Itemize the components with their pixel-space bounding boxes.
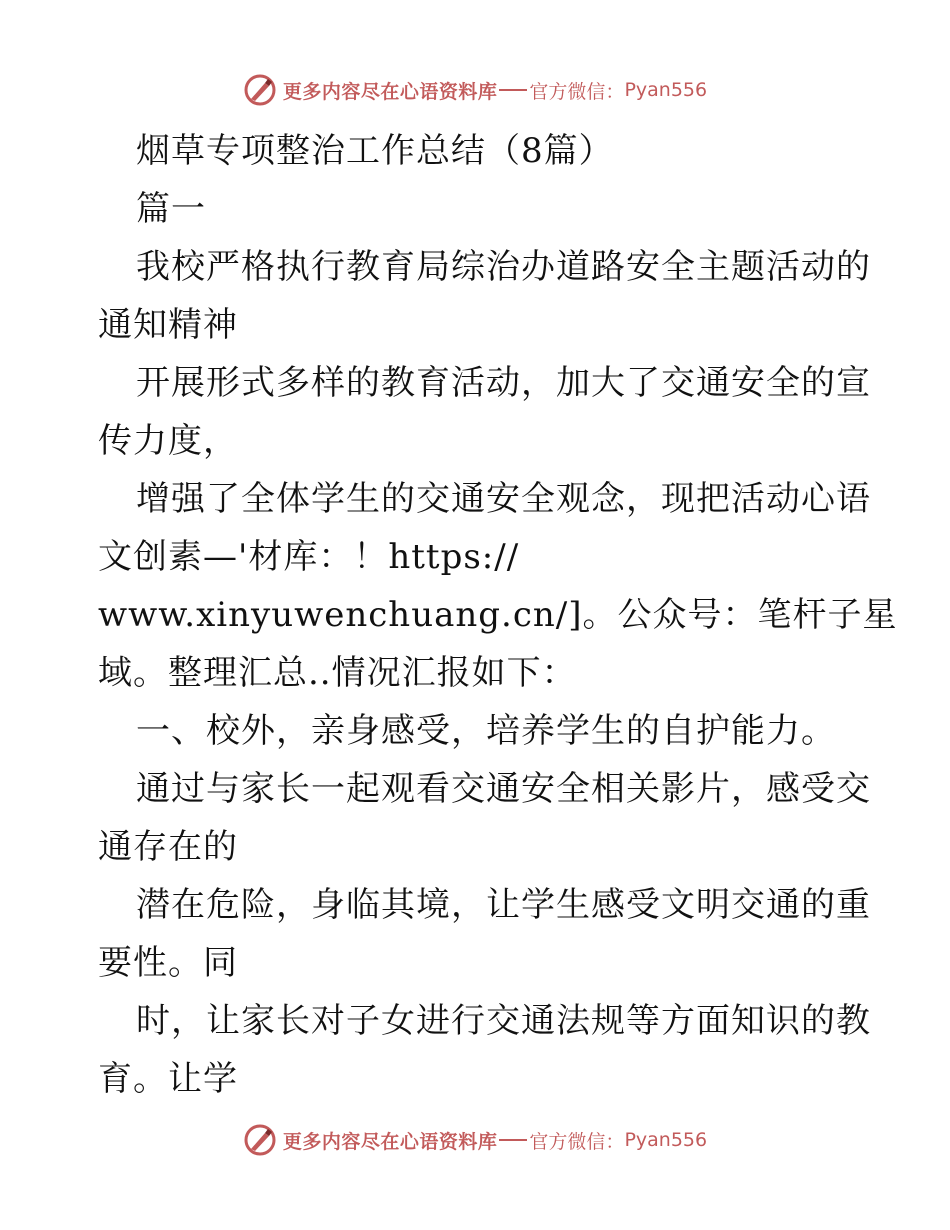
- paragraph-line: 我校严格执行教育局综治办道路安全主题活动的: [136, 247, 871, 287]
- banner-wechat-label: 官方微信：: [529, 1130, 625, 1153]
- banner-divider: [499, 89, 527, 91]
- paragraph-line: 潜在危险，身临其境，让学生感受文明交通的重: [136, 885, 871, 925]
- banner-divider: [499, 1139, 527, 1141]
- paragraph-line: 通知精神: [98, 305, 238, 345]
- footer-watermark-banner: [0, 1120, 950, 1160]
- banner-wechat-id: Pyan556: [624, 79, 708, 101]
- document-title: 烟草专项整治工作总结（8篇）: [136, 131, 614, 171]
- banner-wechat-id: Pyan556: [624, 1129, 708, 1151]
- section-heading: 篇一: [136, 189, 206, 229]
- paragraph-line: 开展形式多样的教育活动，加大了交通安全的宣: [136, 363, 871, 403]
- paragraph-line: 域。整理汇总..情况汇报如下：: [98, 653, 577, 693]
- paragraph-line: 时，让家长对子女进行交通法规等方面知识的教: [136, 1001, 871, 1041]
- paragraph-line: 一、校外，亲身感受，培养学生的自护能力。: [136, 711, 836, 751]
- banner-title: 更多内容尽在心语资料库: [282, 1130, 498, 1153]
- paragraph-line: 传力度，: [98, 421, 238, 461]
- pen-seal-icon: [243, 1123, 277, 1157]
- paragraph-line: 要性。同: [98, 943, 238, 983]
- paragraph-line: 育。让学: [98, 1059, 238, 1099]
- paragraph-line: 通存在的: [98, 827, 238, 867]
- paragraph-line: 通过与家长一起观看交通安全相关影片，感受交: [136, 769, 871, 809]
- banner-title: 更多内容尽在心语资料库: [282, 80, 498, 103]
- banner-wechat-label: 官方微信：: [529, 80, 625, 103]
- paragraph-line: www.xinyuwenchuang.cn/]。公众号：笔杆子星: [98, 595, 898, 635]
- paragraph-line: 文创素—'材库：！https://: [98, 537, 520, 577]
- pen-seal-icon: [243, 73, 277, 107]
- document-body: [98, 122, 898, 1108]
- header-watermark-banner: [0, 70, 950, 110]
- paragraph-line: 增强了全体学生的交通安全观念，现把活动心语: [136, 479, 871, 519]
